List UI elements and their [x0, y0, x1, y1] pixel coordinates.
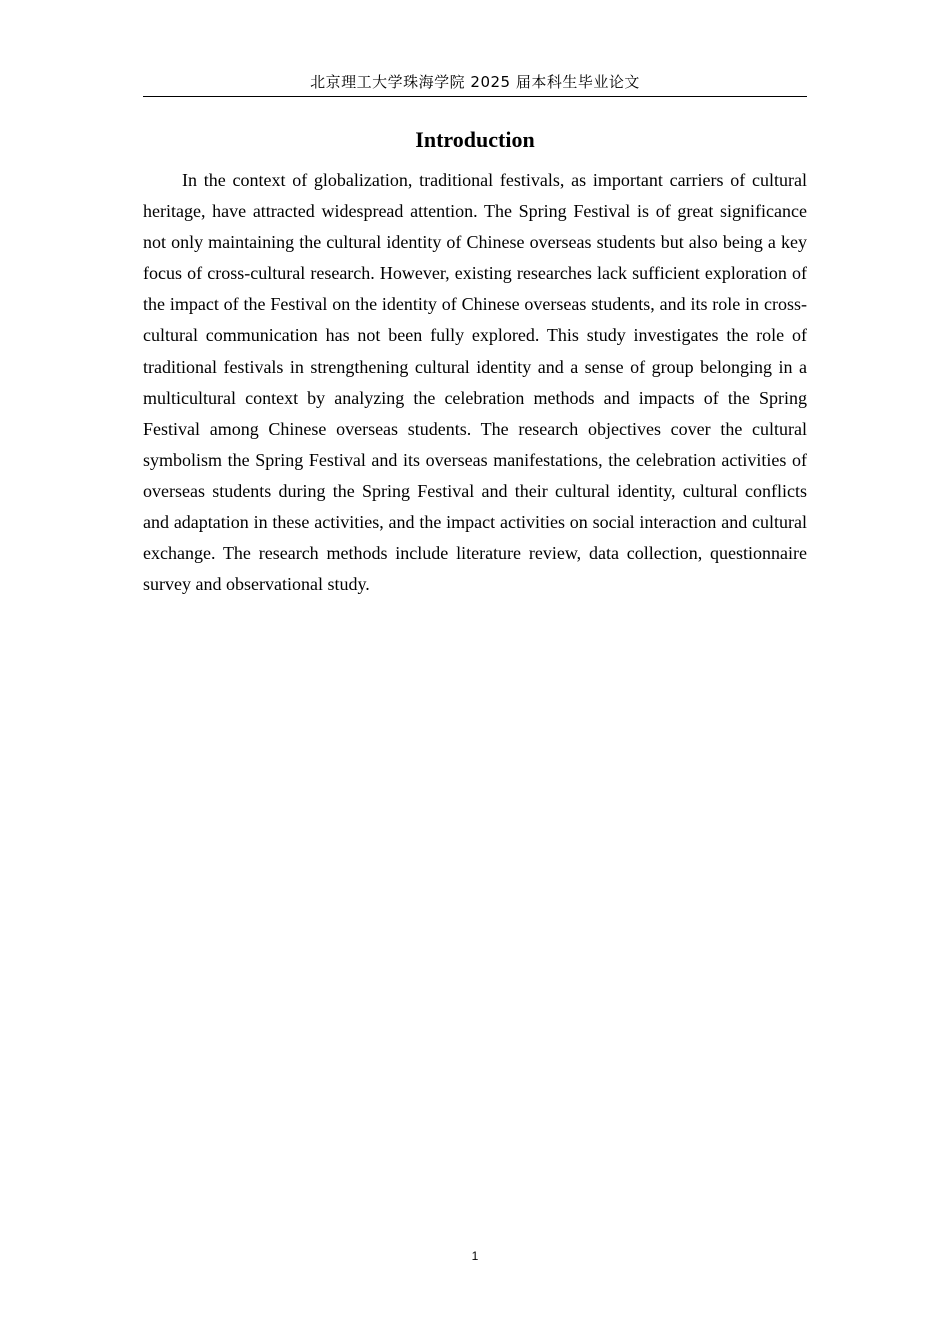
document-title: Introduction	[415, 127, 535, 152]
page-header	[143, 70, 807, 97]
introduction-paragraph: In the context of globalization, traditional festivals, as important carriers of cultural heritage, have attracted widespread attention. The Spring Festival is of great significance not only maintaining the cultural identity of Chinese overseas students but also being a key focus of cross-cultural research. However, existing researches lack sufficient exploration of the impact of the Festival on the identity of Chinese overseas students, and its role in cross-cultural communication has not been fully explored. This study investigates the role of traditional festivals in strengthening cultural identity and a sense of group belonging in a multicultural context by analyzing the celebration methods and impacts of the Spring Festival among Chinese overseas students. The research objectives cover the cultural symbolism the Spring Festival and its overseas manifestations, the celebration activities of overseas students during the Spring Festival and their cultural identity, cultural conflicts and adaptation in these activities, and the impact activities on social interaction and cultural exchange. The research methods include literature review, data collection, questionnaire survey and observational study.	[143, 170, 807, 595]
page-number: 1	[471, 1249, 479, 1263]
header-text: 北京理工大学珠海学院 2025 届本科生毕业论文	[310, 73, 640, 91]
